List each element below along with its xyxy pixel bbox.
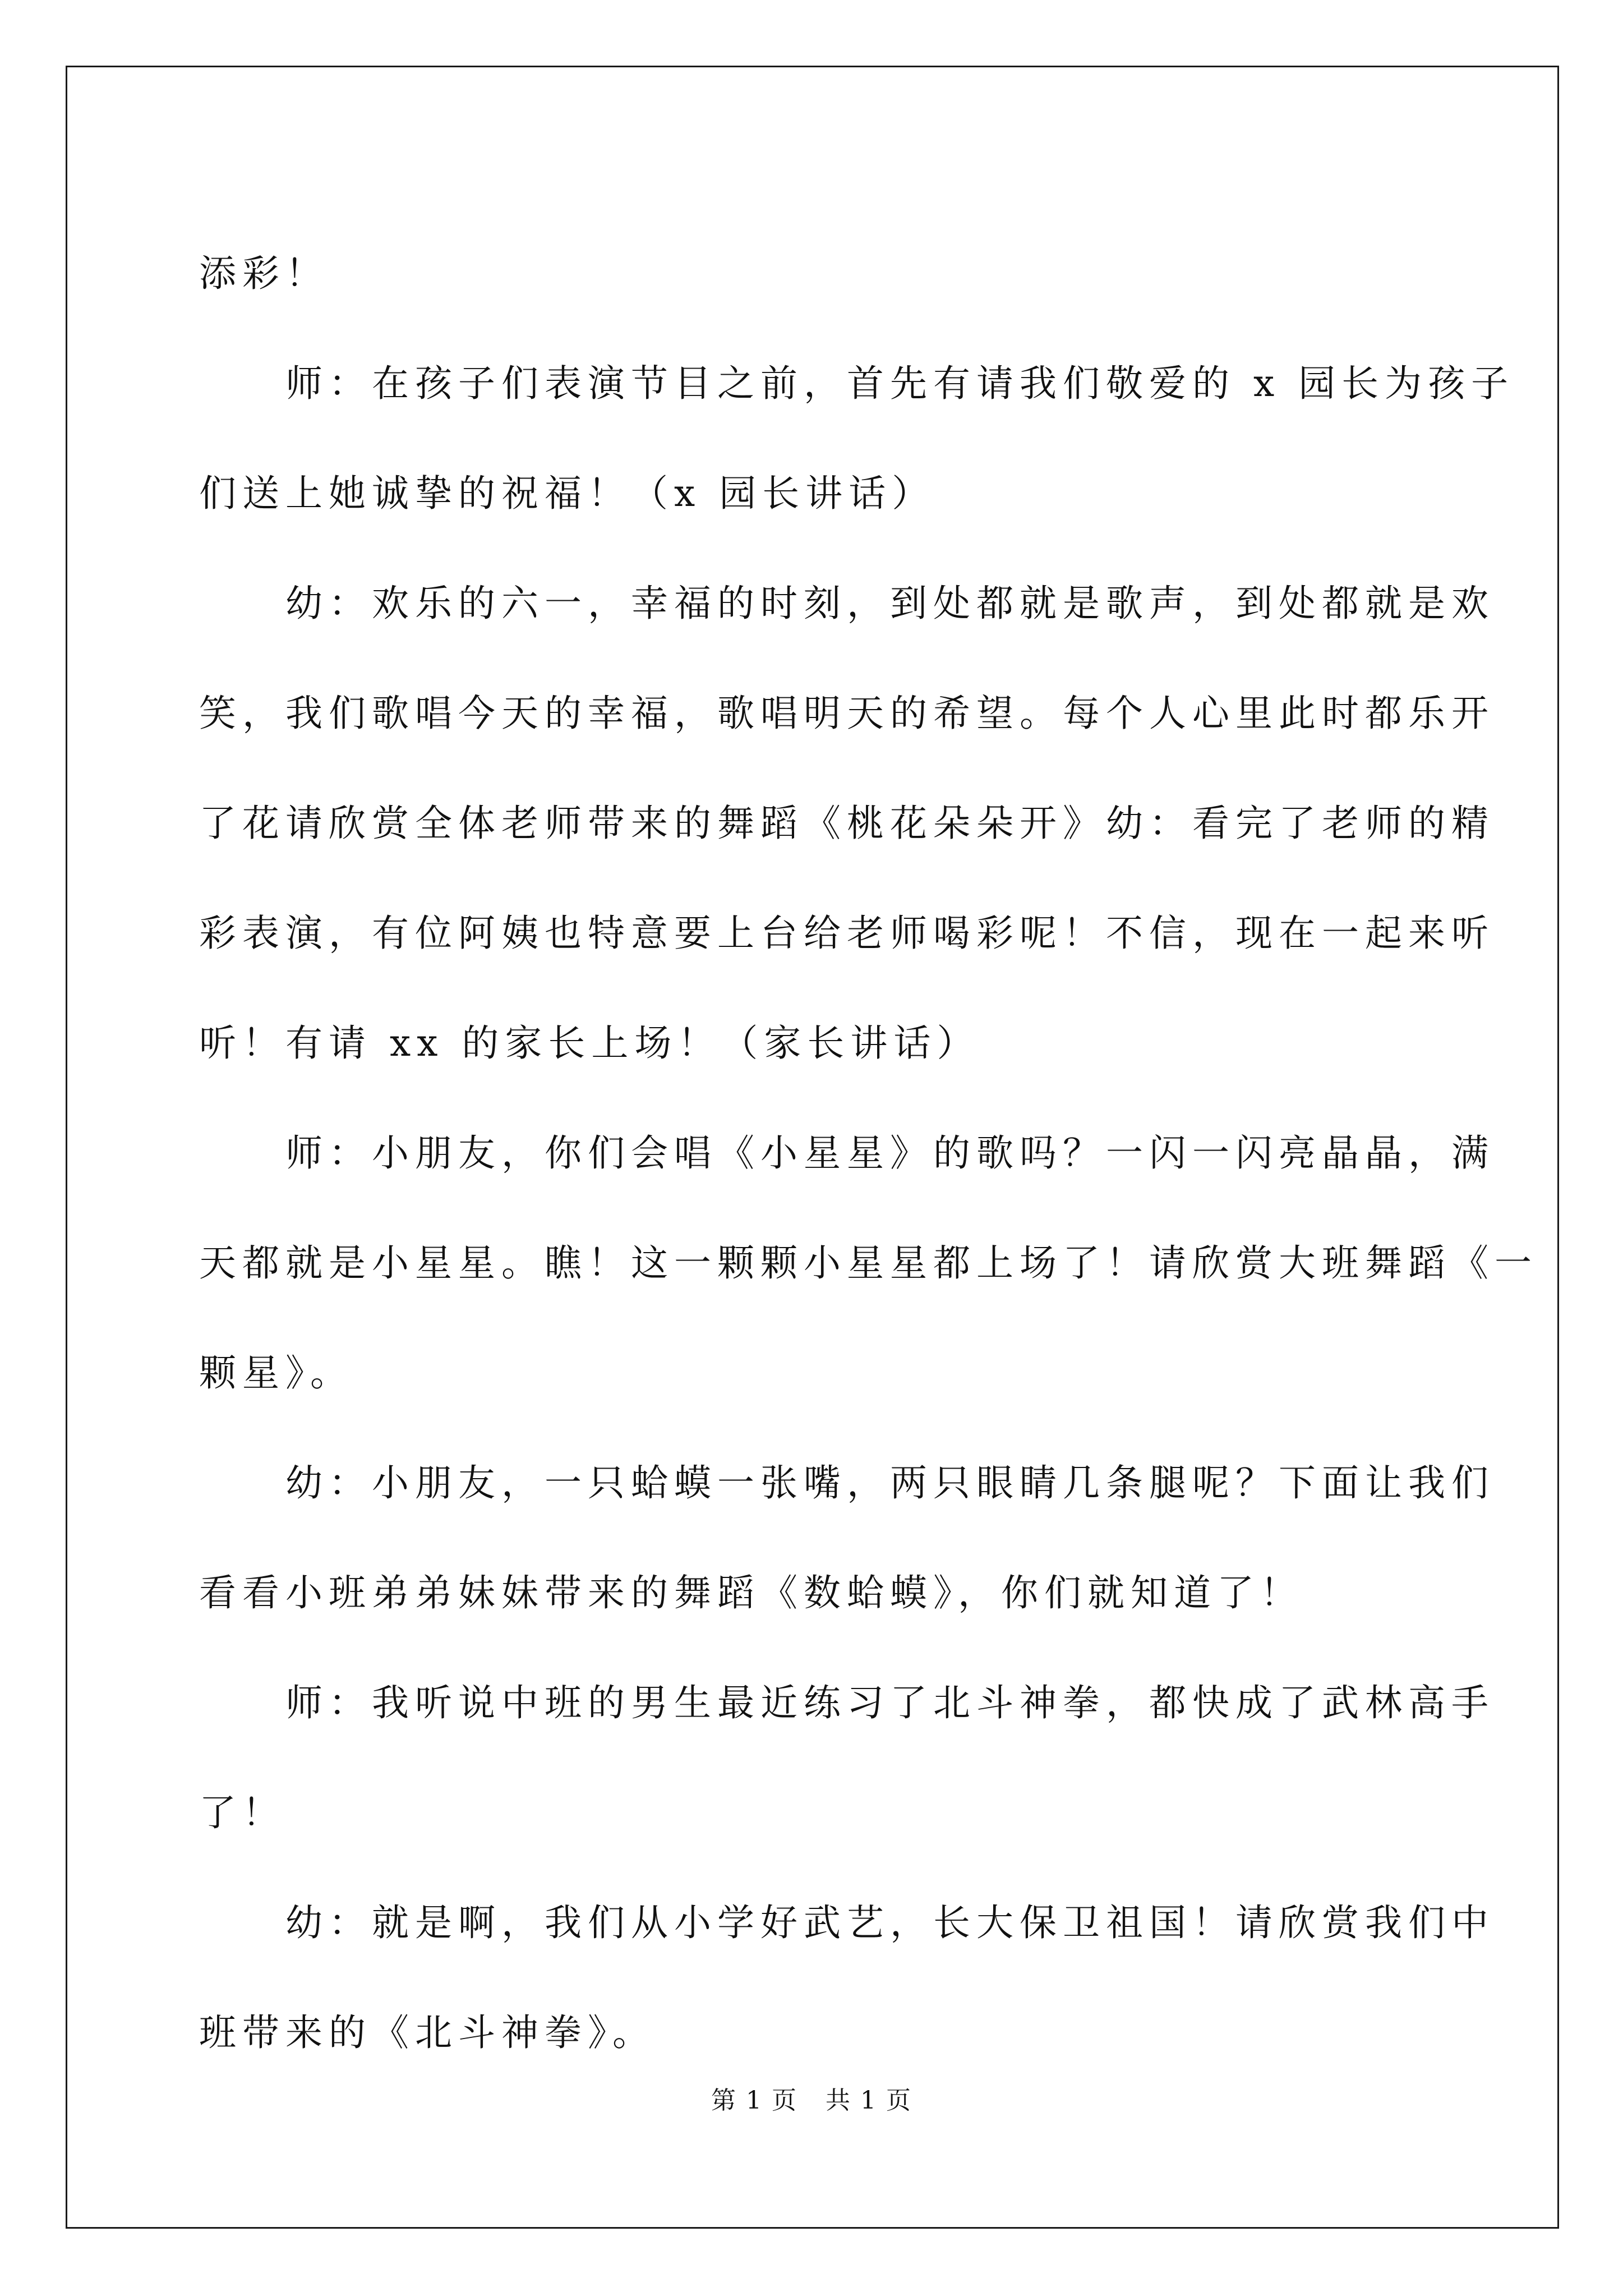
text-line: 师：小朋友，你们会唱《小星星》的歌吗？一闪一闪亮晶晶，满 — [199, 1131, 1495, 1175]
text-line: 幼：小朋友，一只蛤蟆一张嘴，两只眼睛几条腿呢？下面让我们 — [199, 1461, 1495, 1504]
text-line: 了花请欣赏全体老师带来的舞蹈《桃花朵朵开》幼：看完了老师的精 — [199, 802, 1495, 845]
text-line: 幼：欢乐的六一，幸福的时刻，到处都就是歌声，到处都就是欢 — [199, 582, 1495, 625]
page-number: 第 1 页 — [711, 2086, 797, 2115]
page-footer — [0, 2084, 1623, 2118]
text-line: 听！有请 xx 的家长上场！（家长讲话） — [199, 1022, 980, 1065]
text-line: 幼：就是啊，我们从小学好武艺，长大保卫祖国！请欣赏我们中 — [199, 1901, 1495, 1944]
text-line: 添彩！ — [199, 252, 329, 295]
text-line: 彩表演，有位阿姨也特意要上台给老师喝彩呢！不信，现在一起来听 — [199, 912, 1495, 955]
text-line: 们送上她诚挚的祝福！（x 园长讲话） — [199, 472, 935, 515]
text-line: 师：我听说中班的男生最近练习了北斗神拳，都快成了武林高手 — [199, 1681, 1495, 1724]
text-line: 颗星》。 — [199, 1351, 353, 1395]
text-line: 师：在孩子们表演节目之前，首先有请我们敬爱的 x 园长为孩子 — [199, 362, 1515, 405]
text-line: 了！ — [199, 1791, 285, 1834]
page-total: 共 1 页 — [826, 2086, 912, 2115]
text-line: 笑，我们歌唱今天的幸福，歌唱明天的希望。每个人心里此时都乐开 — [199, 692, 1495, 735]
text-line: 看看小班弟弟妹妹带来的舞蹈《数蛤蟆》，你们就知道了！ — [199, 1571, 1303, 1614]
text-line: 班带来的《北斗神拳》。 — [199, 2011, 656, 2054]
document-body — [199, 219, 1538, 2088]
text-line: 天都就是小星星。瞧！这一颗颗小星星都上场了！请欣赏大班舞蹈《一 — [199, 1241, 1538, 1285]
